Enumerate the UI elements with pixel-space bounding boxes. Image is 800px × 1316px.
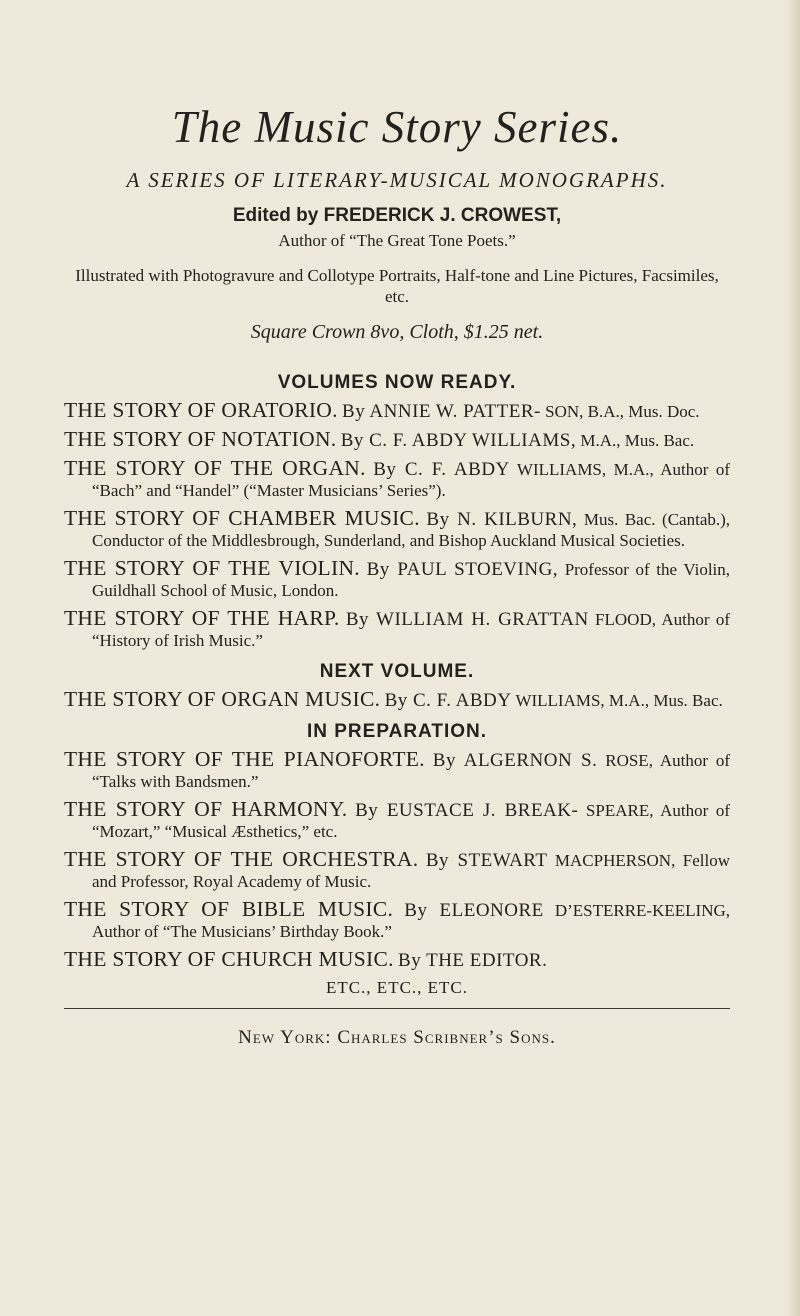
book-details: MACPHERSON, Fellow and Professor, Royal Academy of Music. — [92, 851, 731, 891]
book-title: THE STORY OF ORATORIO. — [64, 398, 338, 422]
section-heading: VOLUMES NOW READY. — [277, 372, 517, 393]
etc-line: ETC., ETC., ETC. — [325, 978, 469, 997]
list-item — [64, 458, 730, 501]
book-title: THE STORY OF CHURCH MUSIC. — [64, 947, 394, 971]
book-details: SON, B.A., Mus. Doc. — [545, 402, 700, 421]
series-title: The Music Story Series. — [171, 102, 623, 152]
book-author: By EUSTACE J. BREAK- — [355, 800, 579, 821]
section-heading: NEXT VOLUME. — [319, 661, 475, 682]
list-item — [64, 429, 730, 451]
book-author: By THE EDITOR. — [398, 950, 548, 971]
list-item — [64, 749, 730, 792]
book-author: By ALGERNON S. — [432, 750, 598, 771]
section-next — [64, 661, 730, 711]
book-details: WILLIAMS, M.A., Author of “Bach” and “Handel” (“Master Musicians’ Series”). — [92, 460, 730, 500]
book-author: By C. F. ABDY WILLIAMS, — [340, 430, 577, 451]
list-item — [64, 689, 730, 711]
editor-line: Edited by FREDERICK J. CROWEST, — [232, 205, 562, 226]
list-item — [64, 608, 730, 651]
book-title: THE STORY OF THE HARP. — [64, 606, 340, 630]
book-title: THE STORY OF HARMONY. — [64, 797, 348, 821]
book-title: THE STORY OF BIBLE MUSIC. — [64, 897, 394, 921]
book-title: THE STORY OF THE VIOLIN. — [64, 556, 360, 580]
book-details: Professor of the Violin, Guildhall School of Music, London. — [92, 560, 731, 600]
divider — [64, 1008, 730, 1009]
list-item — [64, 949, 730, 971]
page-edge — [786, 0, 800, 1316]
section-ready — [64, 372, 730, 651]
book-title: THE STORY OF THE PIANOFORTE. — [64, 747, 425, 771]
book-details: SPEARE, Author of “Mozart,” “Musical Æsthetics,” etc. — [92, 801, 730, 841]
list-item — [64, 899, 730, 942]
list-item — [64, 508, 730, 551]
format-price: Square Crown 8vo, Cloth, $1.25 net. — [250, 321, 544, 343]
list-item — [64, 849, 730, 892]
book-title: THE STORY OF THE ORGAN. — [64, 456, 366, 480]
book-details: M.A., Mus. Bac. — [580, 431, 695, 450]
section-heading: IN PREPARATION. — [306, 721, 488, 742]
book-details: D’ESTERRE-KEELING, Author of “The Musicians’ Birthday Book.” — [92, 901, 730, 941]
book-details: WILLIAMS, M.A., Mus. Bac. — [515, 691, 723, 710]
publisher-line: New York: Charles Scribner’s Sons. — [238, 1027, 556, 1048]
book-author: By ELEONORE — [404, 900, 544, 921]
list-item — [64, 558, 730, 601]
book-title: THE STORY OF THE ORCHESTRA. — [64, 847, 419, 871]
series-subtitle: A SERIES OF LITERARY-MUSICAL MONOGRAPHS. — [126, 168, 668, 192]
illustration-note: Illustrated with Photogravure and Collotype Portraits, Half-tone and Line Pictures, Facsimiles, etc. — [75, 266, 719, 306]
book-author: By ANNIE W. PATTER- — [342, 401, 541, 422]
book-author: By PAUL STOEVING, — [366, 559, 559, 580]
list-item — [64, 799, 730, 842]
list-item — [64, 400, 730, 422]
book-details: ROSE, Author of “Talks with Bandsmen.” — [92, 751, 731, 791]
book-author: By WILLIAM H. GRATTAN — [345, 609, 589, 630]
book-title: THE STORY OF NOTATION. — [64, 427, 337, 451]
book-author: By C. F. ABDY — [373, 459, 510, 480]
book-author: By C. F. ABDY — [384, 690, 512, 711]
section-preparation — [64, 721, 730, 971]
book-title: THE STORY OF CHAMBER MUSIC. — [64, 506, 420, 530]
book-author: By N. KILBURN, — [426, 509, 578, 530]
book-details: Mus. Bac. (Cantab.), Conductor of the Middlesbrough, Sunderland, and Bishop Auckland Musical Societies. — [92, 510, 731, 550]
book-details: FLOOD, Author of “History of Irish Music.” — [92, 610, 731, 650]
book-author: By STEWART — [425, 850, 548, 871]
book-title: THE STORY OF ORGAN MUSIC. — [64, 687, 381, 711]
editor-author-of: Author of “The Great Tone Poets.” — [278, 231, 516, 250]
